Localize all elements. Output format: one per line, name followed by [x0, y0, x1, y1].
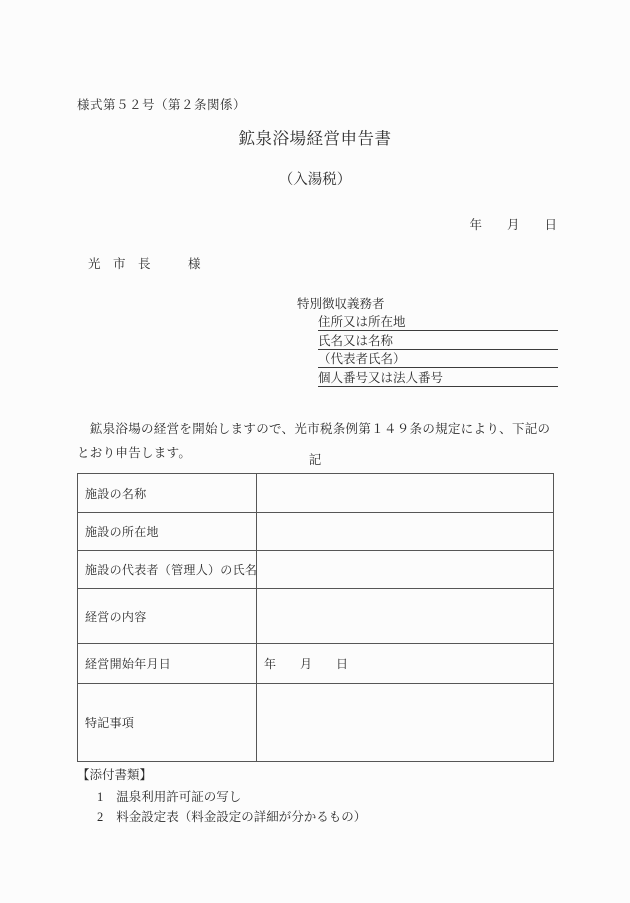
addressee: 光 市 長 様	[88, 257, 201, 271]
special-collector-heading: 特別徴収義務者	[297, 297, 385, 311]
row-label-cell: 経営開始年月日	[78, 644, 257, 684]
attachment-number: 2	[97, 810, 104, 824]
row-label-cell: 施設の代表者（管理人）の氏名	[78, 551, 257, 589]
row-value-cell	[257, 684, 554, 762]
field-label: 個人番号又は法人番号	[318, 371, 444, 385]
row-value-cell: 年 月 日	[257, 644, 554, 684]
declaration-paragraph: 鉱泉浴場の経営を開始しますので、光市税条例第１４９条の規定により、下記のとおり申告します。	[77, 422, 551, 460]
collector-field-corporate-number	[318, 370, 558, 387]
field-label: 氏名又は名称	[318, 334, 394, 348]
document-subtitle: （入湯税）	[278, 172, 352, 188]
row-value-cell	[257, 513, 554, 551]
table-row	[78, 644, 554, 684]
collector-field-name	[318, 333, 558, 350]
attachment-text: 温泉利用許可証の写し	[116, 790, 242, 804]
row-value-cell	[257, 589, 554, 644]
row-label-cell: 施設の所在地	[78, 513, 257, 551]
attachments-heading: 【添付書類】	[77, 768, 153, 782]
attachment-text: 料金設定表（料金設定の詳細が分かるもの）	[116, 810, 367, 824]
table-row	[78, 551, 554, 589]
row-value-cell	[257, 551, 554, 589]
row-label-cell: 特記事項	[78, 684, 257, 762]
table-row	[78, 513, 554, 551]
form-number: 様式第５２号（第２条関係）	[77, 98, 247, 112]
collector-field-representative	[318, 351, 558, 368]
table-row	[78, 589, 554, 644]
attachment-item	[97, 807, 366, 825]
row-value-cell	[257, 474, 554, 513]
table-row	[78, 474, 554, 513]
collector-field-address	[318, 314, 558, 331]
document-title: 鉱泉浴場経営申告書	[238, 129, 392, 148]
row-label-cell: 経営の内容	[78, 589, 257, 644]
attachment-number: 1	[97, 790, 104, 804]
table-row	[78, 684, 554, 762]
declaration-table	[77, 473, 554, 762]
attachment-item	[97, 787, 241, 805]
field-label: （代表者氏名）	[318, 352, 406, 366]
field-label: 住所又は所在地	[318, 315, 406, 329]
ki-label: 記	[308, 453, 322, 467]
row-label-cell: 施設の名称	[78, 474, 257, 513]
date-line: 年 月 日	[469, 218, 557, 232]
